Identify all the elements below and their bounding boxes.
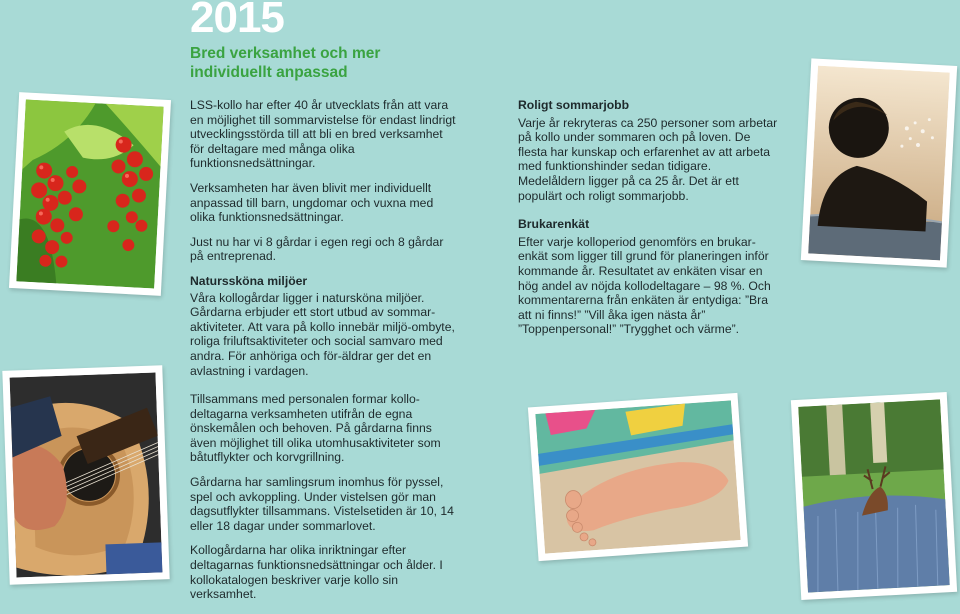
heading-survey: Brukarenkät xyxy=(518,217,590,232)
photo-feet-on-towel xyxy=(528,393,748,561)
paragraph-together: Tillsammans med personalen formar kollo-deltagarna verksamheten utifrån de egna önskemålen och behoven. På gårdarna finns även möjlighet till olika utomhusaktiviteter som båtutflykter och korvgrillning. xyxy=(190,392,441,465)
heading-summer-job: Roligt sommarjobb xyxy=(518,98,630,112)
paragraph-nature: Våra kollogårdar ligger i natursköna miljöer. Gårdarna erbjuder ett stort utbud av sommar-aktiviteter. Att vara på kollo innebär miljö-ombyte, roliga friluftsaktiviteter och social samvaro med andra. För anhöriga och för-äldrar ger det en avlastning i vardagen. xyxy=(190,290,455,378)
paragraph-history: LSS-kollo har efter 40 år utvecklats från att vara en möjlighet till sommarvistelse för endast lindrigt utvecklingsstörda till att bli en bred verksamhet för deltagare med många olika funktionsnedsättningar. xyxy=(190,98,456,171)
paragraph-farms: Just nu har vi 8 gårdar i egen regi och 8 gårdar på entreprenad. xyxy=(190,234,444,264)
paragraph-orientations: Kollogårdarna har olika inriktningar efter deltagarnas funktionsnedsättningar och ålder. I kollokatalogen beskriver varje kollo sin verksamhet. xyxy=(190,543,443,602)
text-column-1 xyxy=(190,98,460,388)
page-headline: Bred verksamhet och mer individuellt anpassad xyxy=(190,45,381,81)
photo-boy-swimming xyxy=(801,58,957,267)
photo-deer-in-field xyxy=(791,392,957,600)
photo-guitar-player xyxy=(2,365,169,584)
text-column-3 xyxy=(518,98,780,351)
paragraph-gathering-rooms: Gårdarna har samlingsrum inomhus för pyssel, spel och avkoppling. Under vistelsen gör man dagsutflykter tillsammans. Vistelsetiden är 10, 14 eller 18 dagar under sommarlovet. xyxy=(190,474,454,533)
paragraph-survey: Efter varje kolloperiod genomförs en brukar-enkät som ligger till grund för planeringen inför kommande år. Resultatet av enkäten visar en hög andel av nöjda kollodeltagare – 98 %. Och kommentarerna från enkäten är entydiga: ”Bra att ni finns!” ”Vill åka igen nästa år” ”Toppenpersonal!” ”Trygghet och värme”. xyxy=(518,234,771,337)
text-column-2 xyxy=(190,392,460,612)
photo-red-currants xyxy=(9,92,171,296)
year-title: 2015 xyxy=(190,0,284,42)
paragraph-summer-job: Varje år rekryteras ca 250 personer som arbetar på kollo under sommaren och på loven. De flesta har kunskap och erfarenhet av att arbeta med funktionshinder sedan tidigare. Medelåldern ligger på ca 25 år. Det är ett populärt och roligt sommarjobb. xyxy=(518,115,778,203)
paragraph-individual: Verksamheten har även blivit mer individuellt anpassad till barn, ungdomar och vuxna med olika funktionsnedsättningar. xyxy=(190,180,434,225)
heading-nature: Naturssköna miljöer xyxy=(190,273,308,288)
